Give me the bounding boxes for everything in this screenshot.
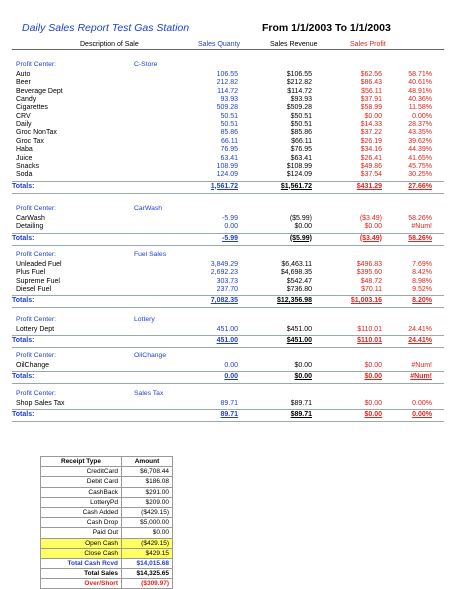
item-description: Supreme Fuel [16, 277, 60, 285]
totals-p: $0.00 [364, 411, 382, 419]
item-description: Auto [16, 71, 31, 78]
totals-pct: 0.00% [412, 411, 432, 419]
item-r: $106.55 [286, 71, 312, 78]
item-r: $509.28 [286, 104, 312, 112]
receipt-row [41, 528, 173, 538]
totals-r: $1,561.72 [280, 182, 312, 190]
item-r: $63.41 [290, 154, 312, 162]
item-p: $49.86 [360, 162, 382, 170]
section-divider [12, 307, 444, 308]
section-divider [12, 383, 444, 384]
profit-center-label: Profit Center: [16, 251, 57, 258]
item-p: $37.22 [360, 129, 382, 137]
item-description: Groc NonTax [16, 129, 57, 137]
item-description: Beverage Dept [16, 87, 63, 95]
item-r: $108.99 [286, 162, 312, 170]
item-description: Shop Sales Tax [16, 400, 65, 407]
report-title: Daily Sales Report Test Gas Station [22, 22, 190, 34]
profit-center-label: Profit Center: [16, 316, 57, 323]
item-q: 3,849.29 [210, 261, 238, 268]
item-p: $62.56 [360, 71, 382, 78]
item-pct: 40.61% [408, 79, 432, 87]
item-description: Lottery Dept [16, 326, 55, 333]
totals-divider [12, 295, 444, 296]
receipt-row [41, 518, 173, 528]
item-pct: 48.91% [408, 87, 432, 95]
item-p: $26.41 [360, 154, 382, 162]
item-p: $14.33 [360, 121, 382, 129]
totals-r: $0.00 [294, 373, 312, 381]
receipt-amount: ($429.15) [122, 507, 173, 517]
totals-label: Totals: [12, 182, 35, 190]
col-quantity: Sales Quanty [198, 41, 241, 48]
item-pct: 45.75% [408, 162, 432, 170]
item-r: $93.93 [290, 96, 312, 104]
section-divider [12, 347, 444, 348]
item-p: $37.54 [360, 171, 382, 179]
item-q: 303.73 [216, 277, 238, 285]
item-q: 93.93 [220, 96, 238, 104]
profit-center-name: Sales Tax [134, 390, 164, 397]
section-divider [12, 421, 444, 422]
receipt-amount: $14,015.68 [122, 558, 173, 568]
receipt-row [41, 538, 173, 548]
item-r: $89.71 [290, 400, 312, 407]
col-description: Description of Sale [80, 41, 139, 48]
totals-pct: 27.66% [408, 182, 432, 190]
item-description: Candy [16, 96, 37, 104]
totals-label: Totals: [12, 411, 35, 419]
item-r: $124.09 [286, 171, 312, 179]
receipt-amount: $186.08 [122, 477, 173, 487]
item-r: $50.51 [290, 121, 312, 129]
receipt-type: Over/Short [41, 579, 122, 589]
item-p: $26.19 [360, 137, 382, 145]
item-pct: #Num! [411, 362, 432, 369]
section-divider [12, 245, 444, 246]
item-pct: 30.25% [408, 171, 432, 179]
totals-p: ($3.49) [359, 234, 382, 242]
item-p: $86.43 [360, 79, 382, 87]
item-p: $0.00 [364, 112, 382, 120]
item-pct: #Num! [411, 223, 432, 231]
item-description: Plus Fuel [16, 269, 46, 277]
receipt-row [41, 487, 173, 497]
item-r: $451.00 [286, 326, 312, 333]
receipt-amount: $209.00 [122, 497, 173, 507]
item-q: 50.51 [220, 112, 238, 120]
totals-pct: 8.20% [412, 297, 432, 305]
item-description: Daily [16, 121, 32, 129]
item-q: 66.11 [221, 137, 238, 145]
profit-center-label: Profit Center: [16, 61, 57, 68]
totals-q: 1,561.72 [210, 182, 238, 190]
receipt-type: CreditCard [41, 467, 122, 477]
col-revenue: Sales Revenue [270, 41, 318, 48]
header-divider [12, 49, 444, 50]
item-r: $542.47 [286, 277, 312, 285]
totals-q: 7,082.35 [210, 297, 238, 305]
item-pct: 43.35% [408, 129, 432, 137]
item-p: $0.00 [364, 400, 382, 407]
item-q: 212.82 [216, 79, 238, 87]
item-q: 2,692.23 [210, 269, 238, 277]
totals-divider [12, 371, 444, 372]
receipt-amount: $6,708.44 [122, 467, 173, 477]
receipt-header-row [41, 457, 173, 467]
receipt-amount: $291.00 [122, 487, 173, 497]
totals-r: ($5.99) [289, 234, 312, 242]
receipt-row [41, 569, 173, 579]
item-q: 106.55 [216, 71, 238, 78]
item-q: 0.00 [224, 223, 238, 231]
receipt-row [41, 558, 173, 568]
item-r: $50.51 [290, 112, 312, 120]
item-q: 114.72 [217, 87, 238, 95]
item-r: $76.95 [290, 146, 312, 154]
item-p: $496.83 [356, 261, 382, 268]
receipt-amount: $0.00 [122, 528, 173, 538]
receipt-row [41, 467, 173, 477]
profit-center-name: CarWash [134, 205, 163, 212]
item-pct: 44.39% [408, 146, 432, 154]
receipt-amount: $14,325.65 [122, 569, 173, 579]
item-r: $4,698.35 [280, 269, 312, 277]
receipt-type: CashBack [41, 487, 122, 497]
receipt-row [41, 477, 173, 487]
receipt-row [41, 497, 173, 507]
item-q: 89.71 [220, 400, 238, 407]
totals-divider [12, 181, 444, 182]
totals-r: $89.71 [290, 411, 312, 419]
receipt-type: Cash Drop [41, 518, 122, 528]
item-r: $0.00 [294, 223, 312, 231]
totals-r: $12,356.98 [276, 297, 312, 305]
item-pct: 0.00% [412, 112, 432, 120]
item-q: 50.51 [220, 121, 238, 129]
item-r: $66.11 [291, 137, 312, 145]
totals-divider [12, 409, 444, 410]
item-p: $70.11 [361, 286, 382, 294]
totals-pct: 24.41% [408, 337, 432, 345]
item-p: $110.01 [357, 326, 382, 333]
totals-label: Totals: [12, 337, 35, 345]
item-pct: 8.98% [412, 277, 432, 285]
item-description: Soda [16, 171, 33, 179]
item-pct: 11.58% [408, 104, 432, 112]
item-description: Groc Tax [16, 137, 44, 145]
item-q: 85.86 [220, 129, 238, 137]
totals-label: Totals: [12, 297, 35, 305]
item-description: Unleaded Fuel [16, 261, 62, 268]
totals-divider [12, 335, 444, 336]
item-p: $395.60 [356, 269, 382, 277]
item-q: -5.99 [222, 215, 238, 222]
totals-p: $0.00 [364, 373, 382, 381]
item-pct: 8.42% [412, 269, 432, 277]
date-range: From 1/1/2003 To 1/1/2003 [262, 22, 391, 34]
item-q: 63.41 [220, 154, 238, 162]
receipt-type: Open Cash [41, 538, 122, 548]
totals-label: Totals: [12, 234, 35, 242]
receipt-amount: ($309.97) [122, 579, 173, 589]
item-p: $56.11 [361, 87, 382, 95]
item-r: $114.72 [287, 87, 312, 95]
item-pct: 0.00% [412, 400, 432, 407]
item-p: $0.00 [364, 362, 382, 369]
receipt-table [40, 456, 173, 589]
item-description: OilChange [16, 362, 50, 369]
receipt-type: Total Sales [41, 569, 122, 579]
item-description: Detailing [16, 223, 44, 231]
item-q: 76.95 [220, 146, 238, 154]
item-q: 124.09 [216, 171, 238, 179]
totals-p: $1,003.16 [350, 297, 382, 305]
item-p: ($3.49) [359, 215, 382, 222]
receipt-amount: $429.15 [122, 548, 173, 558]
receipt-type: LotteryPd [41, 497, 122, 507]
item-description: Juice [16, 154, 33, 162]
item-q: 451.00 [216, 326, 238, 333]
totals-q: -5.99 [222, 234, 238, 242]
item-p: $34.16 [360, 146, 382, 154]
profit-center-label: Profit Center: [16, 352, 57, 359]
receipt-amount: $5,000.00 [122, 518, 173, 528]
item-description: Cigarettes [16, 104, 48, 112]
item-pct: 41.65% [408, 154, 432, 162]
item-description: CarWash [16, 215, 45, 222]
totals-p: $110.01 [357, 337, 382, 345]
totals-p: $431.29 [356, 182, 382, 190]
profit-center-name: OilChange [134, 352, 167, 359]
item-pct: 40.36% [408, 96, 432, 104]
receipt-amount: ($429.15) [122, 538, 173, 548]
totals-r: $451.00 [286, 337, 312, 345]
item-pct: 7.69% [412, 261, 432, 268]
item-pct: 28.37% [408, 121, 432, 129]
item-q: 0.00 [224, 362, 238, 369]
item-description: Haba [16, 146, 33, 154]
item-r: $85.86 [290, 129, 312, 137]
profit-center-name: Fuel Sales [134, 251, 167, 258]
receipt-type: Close Cash [41, 548, 122, 558]
item-pct: 58.26% [408, 215, 432, 222]
item-pct: 24.41% [408, 326, 432, 333]
item-r: ($5.99) [289, 215, 312, 222]
item-pct: 58.71% [408, 71, 432, 78]
item-description: Snacks [16, 162, 39, 170]
totals-pct: #Num! [410, 373, 432, 381]
item-p: $0.00 [364, 223, 382, 231]
item-q: 509.28 [216, 104, 238, 112]
item-p: $48.72 [360, 277, 382, 285]
item-r: $212.82 [286, 79, 312, 87]
profit-center-name: C-Store [134, 61, 158, 68]
profit-center-label: Profit Center: [16, 390, 57, 397]
item-q: 237.70 [216, 286, 238, 294]
profit-center-name: Lottery [134, 316, 155, 323]
profit-center-label: Profit Center: [16, 205, 57, 212]
totals-q: 451.00 [216, 337, 238, 345]
item-description: CRV [16, 112, 31, 120]
item-description: Beer [16, 79, 31, 87]
receipt-amount-header: Amount [122, 457, 173, 467]
totals-q: 89.71 [220, 411, 238, 419]
item-r: $6,463.11 [281, 261, 312, 268]
receipt-type-header: Receipt Type [41, 457, 122, 467]
item-p: $58.99 [360, 104, 382, 112]
receipt-type: Paid Out [41, 528, 122, 538]
item-r: $0.00 [294, 362, 312, 369]
receipt-row [41, 507, 173, 517]
item-p: $37.91 [360, 96, 382, 104]
item-pct: 39.62% [408, 137, 432, 145]
receipt-type: Debit Card [41, 477, 122, 487]
item-pct: 9.52% [412, 286, 432, 294]
receipt-type: Total Cash Rcvd [41, 558, 122, 568]
item-r: $736.80 [286, 286, 312, 294]
totals-divider [12, 233, 444, 234]
col-profit: Sales Profit [350, 41, 386, 48]
totals-label: Totals: [12, 373, 35, 381]
receipt-row [41, 579, 173, 589]
section-divider [12, 193, 444, 194]
item-description: Diesel Fuel [16, 286, 52, 294]
receipt-type: Cash Added [41, 507, 122, 517]
totals-q: 0.00 [224, 373, 238, 381]
totals-pct: 58.26% [408, 234, 432, 242]
item-q: 108.99 [216, 162, 238, 170]
receipt-row [41, 548, 173, 558]
